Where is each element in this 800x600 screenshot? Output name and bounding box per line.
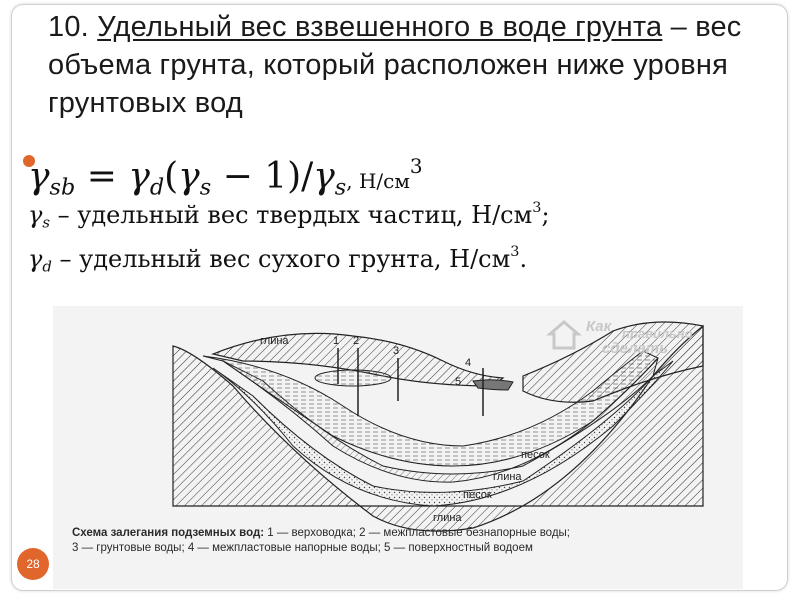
def-sub: s [42,213,50,232]
label-clay-2: глина [493,471,522,483]
label-5: 5 [455,376,462,388]
label-sand-1: песок [521,449,550,461]
title-definition: – вес объема грунта, который расположен ниже уровня грунтовых вод [48,11,742,119]
formula-minus-one: − 1)/ [211,156,314,197]
formula-gamma-s: γ [178,156,200,197]
definition-gamma-d [28,244,527,275]
formula-sub-sb: sb [49,174,76,201]
formula-gamma-sb: γ [28,156,50,197]
def-exp: 3 [510,244,520,260]
formula-main [28,154,423,201]
formula-paren: ( [164,156,179,197]
label-clay-top: глина [260,335,289,347]
formula-sub-s2: s [334,174,347,201]
def-text: – удельный вес твердых частиц, Н/см [49,200,533,229]
label-4: 4 [465,357,472,369]
label-2: 2 [353,335,360,347]
caption-line-1: 1 — верховодка; 2 — межпластовые безнапорные воды; [264,527,570,539]
watermark-word-3: сделать [602,340,669,357]
formula-unit: Н/см [358,169,410,193]
formula-gamma-d: γ [128,156,150,197]
caption-line-2: 3 — грунтовые воды; 4 — межпластовые напорные воды; 5 — поверхностный водоем [72,541,533,554]
def-exp: 3 [532,200,542,216]
house-icon [546,318,582,352]
title-term: Удельный вес взвешенного в воде грунта [97,11,663,43]
formula-sub-d: d [149,174,165,201]
def-end: ; [541,200,550,229]
formula-comma: , [346,169,359,193]
label-1: 1 [333,335,340,347]
formula-gamma-s2: γ [313,156,335,197]
formula-sub-s: s [199,174,212,201]
formula-equals: = [75,156,129,197]
formula-unit-exp: 3 [409,154,423,178]
definition-gamma-s [28,200,550,231]
def-text: – удельный вес сухого грунта, Н/см [51,244,511,273]
def-symbol: γ [28,244,43,273]
def-end: . [519,244,528,273]
page-number-badge: 28 [17,548,49,580]
watermark-word-2: правильно [622,326,693,341]
title-number: 10. [48,11,89,43]
figure-caption [72,526,752,555]
label-3: 3 [393,345,400,357]
watermark-logo [546,316,746,366]
surface-water-body [473,380,513,390]
caption-title: Схема залегания подземных вод: [72,527,265,539]
label-sand-2: песок [463,489,492,501]
label-clay-3: глина [433,512,462,524]
perched-water-lens [315,370,391,386]
def-sub: d [42,257,52,276]
def-symbol: γ [28,200,43,229]
slide-title [48,8,748,122]
watermark-word-1: Как [586,318,612,335]
